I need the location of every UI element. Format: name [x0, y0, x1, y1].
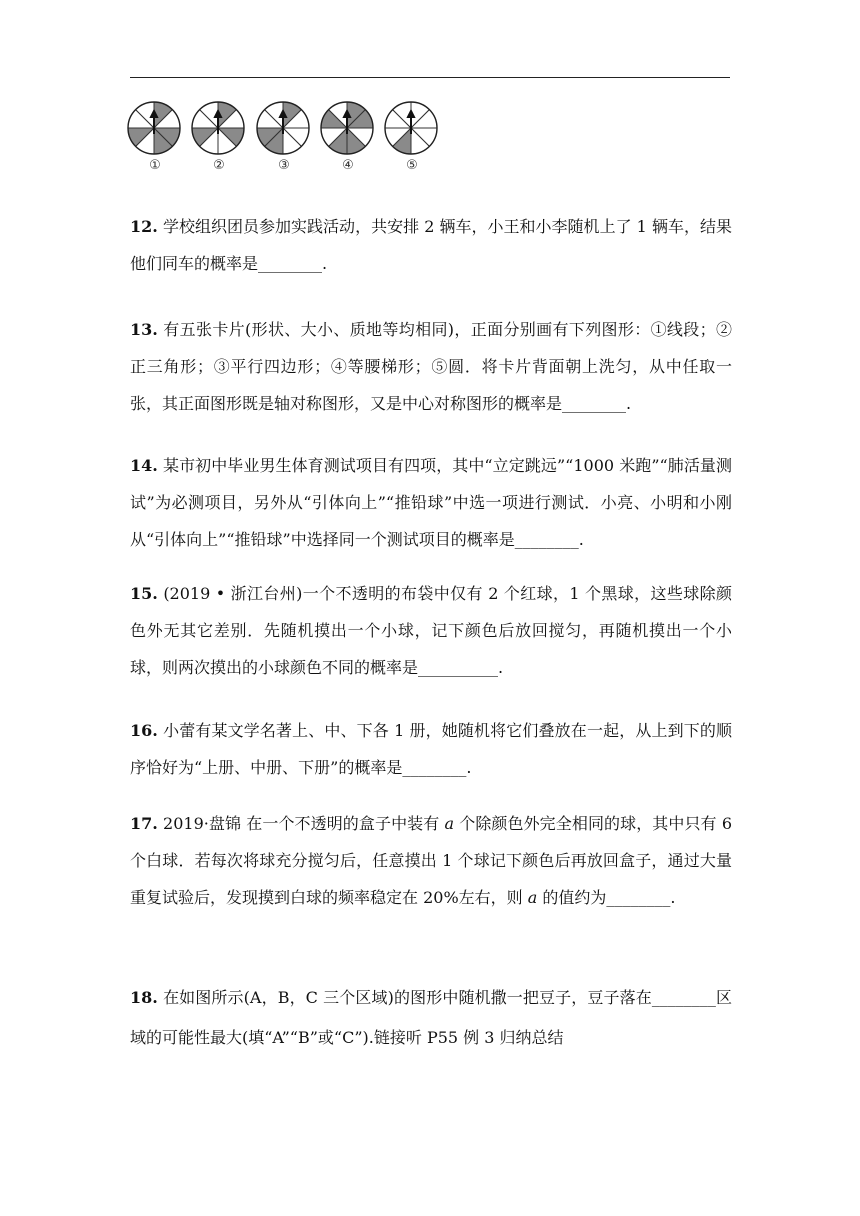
question-text: 学校组织团员参加实践活动，共安排 2 辆车，小王和小李随机上了 1 辆车，结果他们同车的概率是________.	[130, 217, 732, 273]
question-number: 15.	[130, 584, 158, 603]
spinner-2	[190, 100, 250, 180]
spinner-5-label: ⑤	[406, 158, 418, 173]
question-text-c: 的值约为________.	[537, 888, 676, 907]
question-text-a: 2019·盘锦 在一个不透明的盒子中装有	[163, 814, 445, 833]
spinner-4	[319, 100, 379, 180]
spinner-1-disc	[126, 100, 182, 156]
question-number: 18.	[130, 988, 158, 1007]
spinner-4-disc	[319, 100, 375, 156]
question-12	[130, 208, 732, 282]
variable-a-2: a	[527, 888, 538, 907]
spinner-1-label: ①	[149, 158, 161, 173]
question-13	[130, 311, 732, 422]
question-text: 有五张卡片(形状、大小、质地等均相同)，正面分别画有下列图形：①线段；②正三角形；③平行四边形；④等腰梯形；⑤圆．将卡片背面朝上洗匀，从中任取一张，其正面图形既是轴对称图形，又是中心对称图形的概率是________.	[130, 320, 732, 413]
spinner-3-disc	[255, 100, 311, 156]
question-text: (2019 • 浙江台州)一个不透明的布袋中仅有 2 个红球，1 个黑球，这些球除颜色外无其它差别．先随机摸出一个小球，记下颜色后放回搅匀，再随机摸出一个小球，则两次摸出的小球颜色不同的概率是__________.	[130, 584, 732, 677]
question-text: 某市初中毕业男生体育测试项目有四项，其中“立定跳远”“1000 米跑”“肺活量测试”为必测项目，另外从“引体向上”“推铅球”中选一项进行测试．小亮、小明和小刚从“引体向上”“推铅球”中选择同一个测试项目的概率是________.	[130, 456, 732, 549]
question-number: 12.	[130, 217, 158, 236]
question-18	[130, 978, 732, 1058]
spinner-3	[255, 100, 315, 180]
question-text-b: 个除颜色外完全相同的球，其中只有 6 个白球．若每次将球充分搅匀后，任意摸出 1 个球记下颜色后再放回盒子，通过大量重复试验后，发现摸到白球的频率稳定在 20%左右，则	[130, 814, 733, 907]
header-rule	[130, 77, 730, 78]
question-17	[130, 805, 732, 916]
spinner-figures	[126, 100, 446, 180]
question-text: 小蕾有某文学名著上、中、下各 1 册，她随机将它们叠放在一起，从上到下的顺序恰好为“上册、中册、下册”的概率是________.	[130, 721, 732, 777]
question-15	[130, 575, 732, 686]
spinner-3-label: ③	[278, 158, 290, 173]
spinner-4-label: ④	[342, 158, 354, 173]
spinner-5	[383, 100, 443, 180]
question-16	[130, 712, 732, 786]
question-text: 在如图所示(A，B，C 三个区域)的图形中随机撒一把豆子，豆子落在________区域的可能性最大(填“A”“B”或“C”).链接听 P55 例 3 归纳总结	[130, 988, 732, 1047]
question-number: 17.	[130, 814, 158, 833]
question-14	[130, 447, 732, 558]
spinner-2-label: ②	[213, 158, 225, 173]
spinner-1	[126, 100, 186, 180]
question-number: 16.	[130, 721, 158, 740]
spinner-5-disc	[383, 100, 439, 156]
question-number: 14.	[130, 456, 158, 475]
spinner-2-disc	[190, 100, 246, 156]
variable-a: a	[444, 814, 455, 833]
question-number: 13.	[130, 320, 158, 339]
